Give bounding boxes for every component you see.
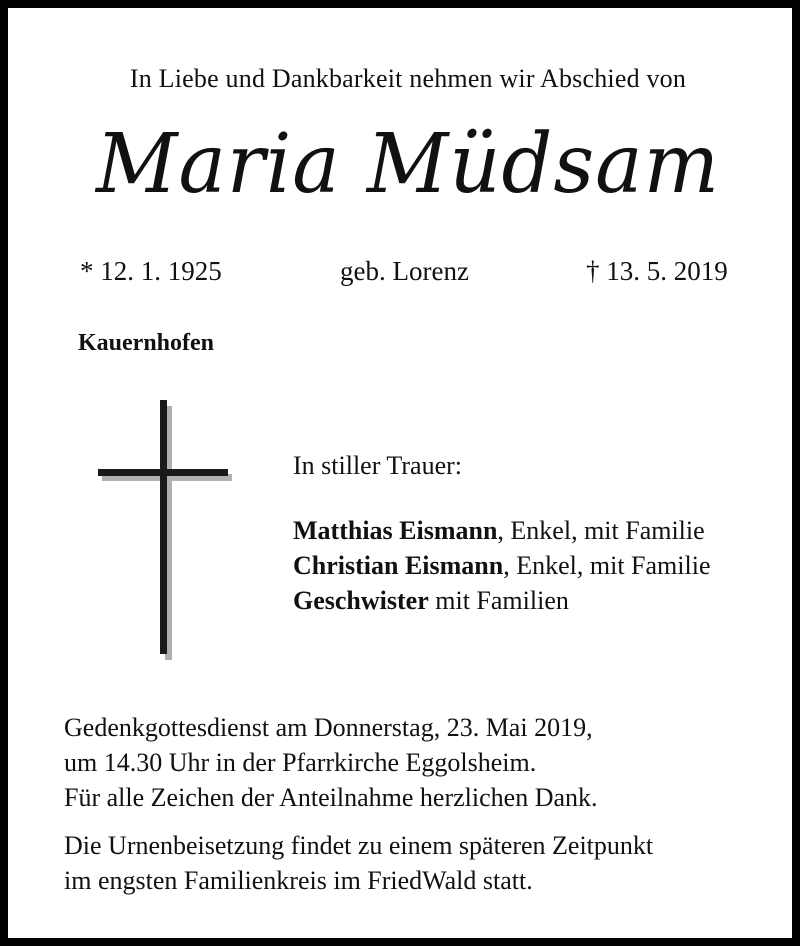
maiden-name: geb. Lorenz [340,256,469,286]
mourning-section [293,448,711,618]
intro-text: In Liebe und Dankbarkeit nehmen wir Abschied von [129,64,687,93]
place-of-residence: Kauernhofen [78,330,215,356]
mourner-line [293,548,711,583]
service-line: um 14.30 Uhr in der Pfarrkirche Eggolsheim. [64,748,537,777]
mourner-relation: , Enkel, mit Familie [497,516,705,545]
cross-icon [96,400,236,662]
burial-line: im engsten Familienkreis im FriedWald statt. [64,866,533,895]
deceased-name: Maria Müdsam [96,117,720,212]
death-date: † 13. 5. 2019 [586,256,728,286]
mourner-line [293,583,711,618]
service-line: Gedenkgottesdienst am Donnerstag, 23. Mai 2019, [64,713,593,742]
service-line: Für alle Zeichen der Anteilnahme herzlichen Dank. [64,783,598,812]
memorial-service-info [64,710,598,815]
mourning-lead: In stiller Trauer: [293,451,462,480]
mourner-line [293,513,711,548]
birth-date: * 12. 1. 1925 [80,256,222,286]
mourner-name: Matthias Eismann [293,516,498,545]
mourner-relation: , Enkel, mit Familie [503,551,711,580]
mourner-name: Christian Eismann [293,551,504,580]
burial-line: Die Urnenbeisetzung findet zu einem späteren Zeitpunkt [64,831,654,860]
mourner-name: Geschwister [293,586,429,615]
burial-info [64,828,653,898]
mourner-relation: mit Familien [428,586,569,615]
